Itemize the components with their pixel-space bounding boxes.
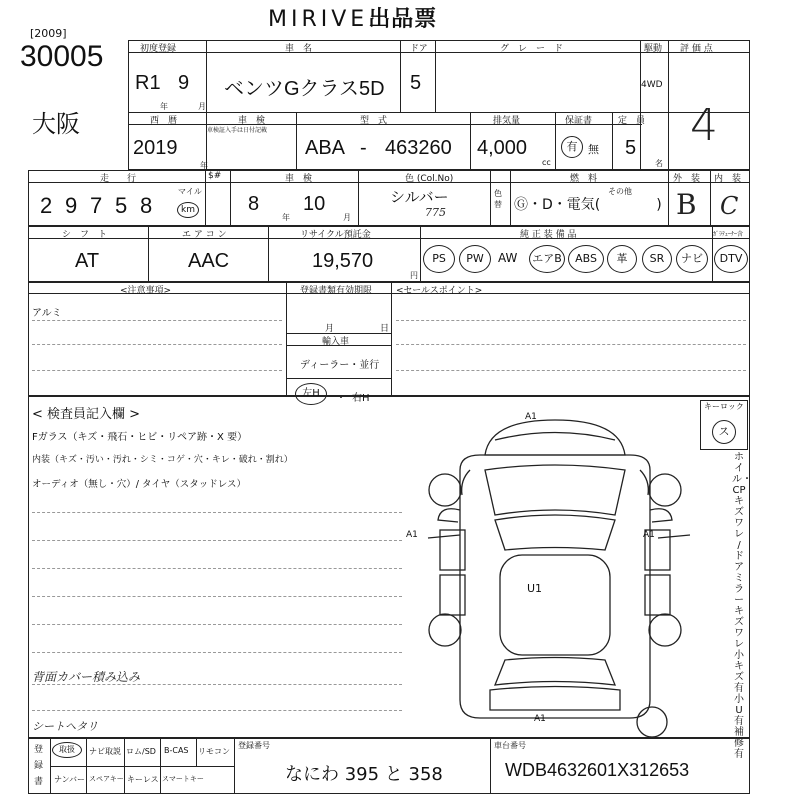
fuel-other: その他	[608, 187, 632, 196]
ac-label: エ ア コ ン	[182, 230, 227, 240]
year-value: 2019	[133, 137, 178, 159]
handle-left: 左H	[302, 388, 320, 399]
shift-value: AT	[75, 250, 100, 272]
wheel-side-note	[732, 452, 752, 760]
mileage-digit: 5	[115, 193, 128, 218]
equip-label: DTV	[719, 252, 743, 265]
recycle-label: リサイクル預託金	[300, 230, 371, 240]
first-reg-era: R1	[135, 72, 161, 94]
equipment-label: 純 正 装 備 品	[520, 230, 577, 240]
inspector-line3: オーディオ（無し・穴）/ タイヤ（スタッドレス）	[32, 479, 246, 490]
inspection-note: 車検証入手は日付記載	[207, 127, 268, 134]
insp-label-1: $#	[208, 171, 222, 181]
equip-dtv	[714, 245, 748, 273]
insp-year: 8	[248, 193, 260, 215]
capacity-label: 定 員	[618, 116, 646, 126]
equip-label: ABS	[575, 252, 597, 265]
lot-number: 30005	[20, 40, 104, 73]
footer-label-keyless: キーレス	[127, 775, 159, 784]
damage-mark-front: A1	[525, 412, 537, 422]
form-title: 出品票	[368, 7, 438, 32]
reg-doc-day: 日	[380, 324, 390, 334]
footer-label-rom: ロム/SD	[126, 747, 156, 756]
equip-aw	[498, 251, 517, 265]
caution-text: アルミ	[32, 308, 62, 319]
footer-label-bcas: B-CAS	[164, 746, 189, 755]
drive-value: 4WD	[641, 80, 663, 90]
model-dash: -	[360, 137, 367, 159]
plate-value: なにわ 395 と 358	[285, 764, 443, 785]
insp-year-unit: 年	[282, 213, 290, 222]
brand-title	[268, 2, 437, 33]
car-diagram	[400, 400, 700, 740]
footer-label-smart-key: スマートキー	[162, 775, 204, 783]
equip-leather	[607, 245, 637, 273]
sales-label: <セールスポイント>	[396, 286, 483, 296]
warranty-yes-circle	[561, 136, 583, 158]
doors-value: 5	[410, 72, 422, 94]
handle-sep: ・	[336, 393, 346, 404]
insp-day: 10	[303, 193, 326, 215]
caution-label: <注意事項>	[120, 286, 172, 296]
vin-label: 車台番号	[494, 741, 526, 750]
damage-mark-rear: A1	[534, 714, 546, 724]
mileage-unit-km	[177, 202, 199, 218]
equip-label: SR	[649, 252, 665, 265]
brand-name: MIRIVE	[268, 7, 369, 32]
model-code: 463260	[385, 137, 452, 159]
warranty-yes: 有	[566, 140, 578, 153]
warranty-no: 無	[588, 143, 599, 156]
inspector-line1: Fガラス（キズ・飛石・ヒビ・リペア跡・X 要）	[32, 432, 248, 443]
mileage-digit: 7	[90, 193, 103, 218]
footer-label-navi: ナビ取説	[89, 747, 121, 756]
key-mark: ス	[718, 425, 730, 438]
insp-label-2: 車 検	[285, 174, 313, 184]
handle-right: 右H	[352, 393, 370, 404]
inspector-line2: 内装（キズ・汚い・汚れ・シミ・コゲ・穴・キレ・破れ・割れ）	[32, 455, 293, 465]
equip-label: ナビ	[681, 252, 703, 265]
doors-label: ドア	[410, 44, 428, 54]
equip-label: PS	[432, 252, 446, 265]
equip-airbag	[529, 245, 565, 273]
reg-doc-month: 月	[325, 324, 335, 334]
equip-abs	[568, 245, 604, 273]
capacity-value: 5	[625, 137, 637, 159]
equip-ps	[423, 245, 455, 273]
handwritten-note-2: シートヘタリ	[32, 720, 98, 733]
year-code: [2009]	[30, 27, 67, 40]
first-reg-month: 9	[178, 72, 190, 94]
score-label: 評 価 点	[680, 44, 713, 54]
damage-mark-left: A1	[406, 530, 418, 540]
interior-value: C	[720, 192, 739, 220]
displacement-value: 4,000	[477, 137, 528, 159]
equip-label: 革	[616, 252, 628, 265]
side-note-text: ホイル・CP キズ ワレ / ドアミラー キズ ワレ 小キズ 有 小U 有 補修有	[732, 452, 752, 760]
displacement-unit: cc	[542, 158, 551, 167]
tuner-label: ｶﾞﾗﾃｭｰﾅｰ含	[713, 231, 744, 238]
exterior-label: 外 装	[673, 174, 701, 184]
insp-month-unit: 月	[343, 213, 351, 222]
equip-sunroof	[642, 245, 672, 273]
plate-label: 登録番号	[238, 741, 270, 750]
footer-label-spare-key: スペアキー	[89, 775, 124, 783]
damage-mark-roof: U1	[527, 582, 543, 595]
mileage-unit-mile: マイル	[178, 187, 202, 196]
damage-mark-right: A1	[643, 530, 655, 540]
import-label: 輸入車	[322, 337, 350, 347]
equip-label: PW	[466, 252, 484, 265]
car-name: ベンツGクラス5D	[224, 78, 385, 100]
equip-label: エアB	[532, 252, 562, 265]
model-prefix: ABA	[305, 137, 346, 159]
vin-value: WDB4632601X312653	[505, 760, 690, 780]
footer-label-remote: リモコン	[198, 747, 230, 756]
model-label: 型 式	[360, 116, 388, 126]
mileage-digit: 2	[40, 193, 53, 218]
color-value: シルバー	[390, 188, 449, 206]
footer-handling-circle	[52, 742, 82, 758]
mileage-digit: 9	[65, 193, 78, 218]
year-value-unit: 年	[200, 161, 208, 170]
mileage-digits	[40, 193, 160, 219]
year-label: 西 暦	[150, 116, 178, 126]
fuel-label: 燃 料	[570, 174, 598, 184]
drive-label: 駆動	[644, 44, 663, 54]
warranty-label: 保証書	[565, 116, 593, 126]
color-side: 色 替	[494, 189, 502, 209]
recycle-unit: 円	[410, 271, 418, 280]
equip-pw	[459, 245, 491, 273]
mileage-label: 走 行	[100, 174, 137, 184]
inspection-label: 車 検	[238, 116, 266, 126]
year-unit: 年	[160, 102, 168, 111]
key-lock-mark	[712, 420, 736, 444]
reg-doc-label: 登録書類有効期限	[300, 286, 373, 296]
exterior-value: B	[676, 188, 697, 221]
inspector-title: < 検査員記入欄 >	[32, 407, 141, 422]
ac-value: AAC	[188, 250, 230, 272]
mileage-digit: 8	[140, 193, 153, 218]
interior-label: 内 装	[714, 174, 742, 184]
footer-label: 取扱	[59, 745, 75, 754]
color-label: 色 (Col.No)	[405, 174, 454, 184]
mileage-km: km	[181, 205, 195, 215]
equip-label: AW	[498, 251, 518, 265]
car-name-label: 車 名	[285, 44, 313, 54]
dealer-label: ディーラー・並行	[300, 360, 380, 371]
score-value: 4	[690, 100, 718, 151]
color-code: 775	[425, 206, 446, 219]
handwritten-note-1: 背面カバー積み込み	[32, 670, 141, 684]
key-lock-label: キーロック	[704, 402, 744, 411]
footer-side-label: 登 録 書	[34, 745, 44, 787]
month-unit: 月	[198, 102, 206, 111]
shift-label: シ フ ト	[62, 230, 108, 240]
equip-navi	[676, 245, 708, 273]
location: 大阪	[32, 110, 80, 138]
capacity-unit: 名	[655, 159, 663, 168]
first-reg-label: 初度登録	[140, 44, 177, 54]
fuel-options: Ⓖ・D・電気( )	[514, 197, 662, 213]
recycle-value: 19,570	[312, 250, 374, 272]
footer-label-number: ナンバー	[54, 775, 86, 784]
grade-label: グ レ ー ド	[500, 44, 564, 54]
displacement-label: 排気量	[493, 116, 521, 126]
